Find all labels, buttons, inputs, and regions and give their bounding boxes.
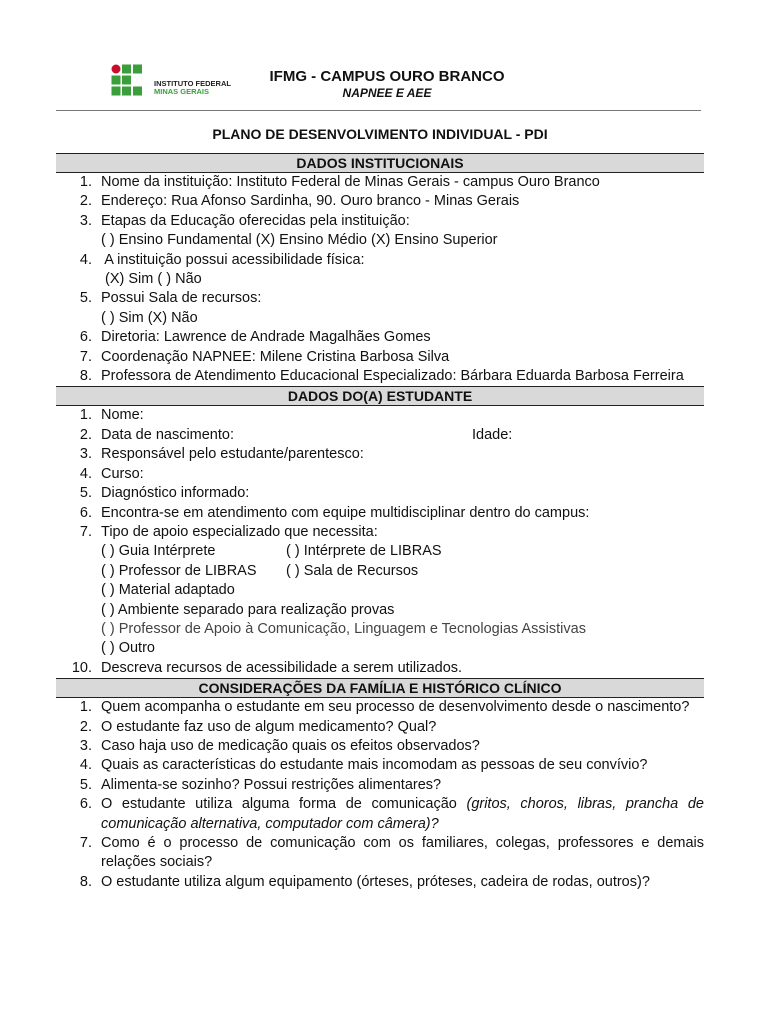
list-item: 2. Data de nascimento: Idade: — [56, 426, 704, 445]
list-item: 1. Nome da instituição: Instituto Federal de Minas Gerais - campus Ouro Branco — [79, 174, 600, 190]
list-item: 3. Caso haja uso de medicação quais os efeitos observados? — [79, 737, 480, 754]
list-item: 4. A instituição possui acessibilidade física: — [79, 251, 365, 268]
accessibility-options: (X) Sim ( ) Não — [101, 271, 202, 288]
support-option: ( ) Professor de LIBRAS ( ) Sala de Recursos — [101, 562, 419, 579]
list-item: 7. Tipo de apoio especializado que necessita: — [79, 523, 378, 540]
list-item: 4. Quais as características do estudante mais incomodam as pessoas de seu convívio? — [79, 757, 648, 774]
logo-grid-icon — [110, 63, 150, 97]
support-option: ( ) Material adaptado — [101, 582, 235, 599]
support-option: ( ) Professor de Apoio à Comunicação, Linguagem e Tecnologias Assistivas — [101, 620, 586, 637]
ifmg-logo — [110, 63, 242, 97]
resource-room-options: ( ) Sim (X) Não — [101, 309, 198, 326]
form-content — [56, 153, 704, 892]
list-item: 5. Alimenta-se sozinho? Possui restrições alimentares? — [79, 776, 442, 793]
list-item: 6. Encontra-se em atendimento com equipe multidisciplinar dentro do campus: — [79, 504, 590, 521]
list-item: 5. Possui Sala de recursos: — [79, 290, 262, 307]
campus-title: IFMG - CAMPUS OURO BRANCO — [269, 68, 505, 85]
list-item: 2. Endereço: Rua Afonso Sardinha, 90. Ouro branco - Minas Gerais — [79, 193, 520, 210]
list-item: 5. Diagnóstico informado: — [79, 485, 250, 502]
list-item: 1. Nome: — [79, 407, 144, 424]
list-item: 4. Curso: — [79, 465, 144, 482]
education-options: ( ) Ensino Fundamental (X) Ensino Médio (X) Ensino Superior — [101, 232, 498, 249]
list-item: 7. Como é o processo de comunicação com os familiares, colegas, professores e demais relações sociais? — [79, 835, 704, 871]
list-item: 6. O estudante utiliza alguma forma de comunicação (gritos, choros, libras, prancha de comunicação alternativa, computador com câmera)? — [79, 796, 704, 832]
campus-subtitle: NAPNEE E AEE — [342, 86, 432, 100]
list-item: 8. Professora de Atendimento Educacional Especializado: Bárbara Eduarda Barbosa Ferreira — [79, 368, 684, 385]
support-option: ( ) Outro — [101, 640, 155, 657]
list-item: 8. O estudante utiliza algum equipamento (órteses, próteses, cadeira de rodas, outros)? — [79, 873, 650, 890]
logo-line2: MINAS GERAIS — [154, 87, 210, 96]
list-item: 2. O estudante faz uso de algum medicamento? Qual? — [79, 718, 437, 735]
section-header-student: DADOS DO(A) ESTUDANTE — [56, 386, 704, 406]
logo-line1: INSTITUTO FEDERAL — [154, 79, 231, 88]
header-divider — [56, 110, 701, 111]
age-label: Idade: — [472, 426, 513, 443]
support-option: ( ) Ambiente separado para realização provas — [101, 601, 395, 618]
list-item: 7. Coordenação NAPNEE: Milene Cristina Barbosa Silva — [79, 348, 450, 365]
document-title: PLANO DE DESENVOLVIMENTO INDIVIDUAL - PDI — [212, 126, 548, 142]
section-header-institutional: DADOS INSTITUCIONAIS — [56, 153, 704, 173]
support-option: ( ) Guia Intérprete ( ) Intérprete de LIBRAS — [101, 543, 442, 560]
list-item: 3. Responsável pelo estudante/parentesco: — [79, 446, 364, 463]
list-item: 6. Diretoria: Lawrence de Andrade Magalhães Gomes — [79, 329, 431, 346]
list-item: 1. Quem acompanha o estudante em seu processo de desenvolvimento desde o nascimento? — [79, 699, 690, 716]
list-item: 10. Descreva recursos de acessibilidade a serem utilizados. — [71, 659, 463, 676]
list-item: 3. Etapas da Educação oferecidas pela instituição: — [79, 212, 410, 229]
section-header-family-history: CONSIDERAÇÕES DA FAMÍLIA E HISTÓRICO CLÍNICO — [56, 678, 704, 698]
